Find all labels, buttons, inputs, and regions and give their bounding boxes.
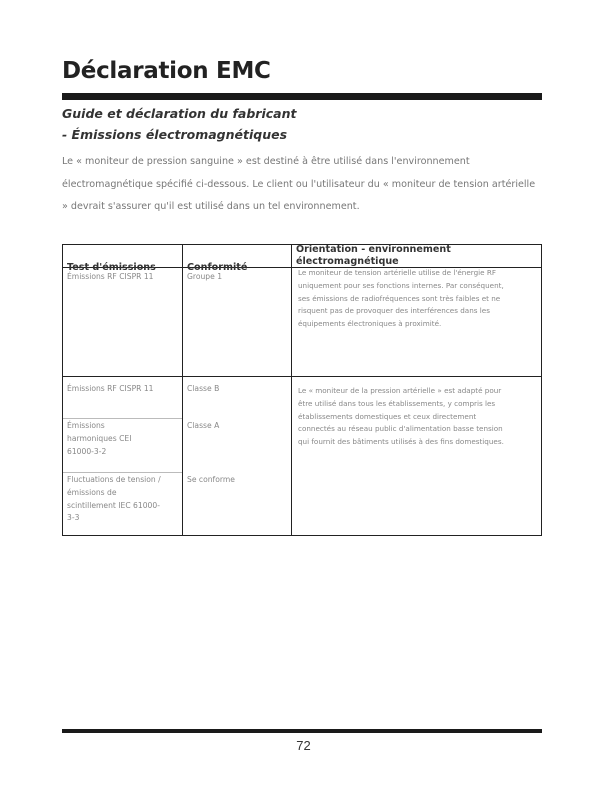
- table-cell-conformity: Classe A: [187, 421, 220, 430]
- table-cell-test: Émissions harmoniques CEI 61000-3-2: [67, 421, 132, 456]
- footer-rule: [62, 729, 542, 733]
- table-cell-test: Émissions RF CISPR 11: [67, 384, 154, 393]
- page-number: 72: [296, 738, 311, 753]
- page-title: Déclaration EMC: [62, 58, 271, 84]
- emissions-table: [62, 244, 542, 536]
- table-column-divider: [182, 245, 183, 535]
- table-row-divider: [63, 472, 182, 473]
- table-row-divider: [63, 376, 541, 377]
- table-header-orientation: Orientation - environnement électromagnétique: [296, 244, 451, 267]
- table-cell-orientation: Le moniteur de tension artérielle utilise de l'énergie RF uniquement pour ses fonctions internes. Par conséquent, ses émissions de radiofréquences sont très faibles et ne risquent pas de provoquer des interférences dans les équipements électroniques à proximité.: [298, 268, 504, 329]
- intro-paragraph: Le « moniteur de pression sanguine » est destiné à être utilisé dans l'environnement électromagnétique spécifié ci-dessous. Le client ou l'utilisateur du « moniteur de tension artérielle » devrait s'assurer qu'il est utilisé dans un tel environnement.: [62, 156, 536, 212]
- table-column-divider: [291, 245, 292, 535]
- section-heading: Guide et déclaration du fabricant: [62, 106, 297, 121]
- table-cell-test: Émissions RF CISPR 11: [67, 272, 154, 281]
- title-rule: [62, 93, 542, 100]
- table-row-divider: [63, 418, 182, 419]
- table-cell-test: Fluctuations de tension / émissions de scintillement IEC 61000-3-3: [67, 475, 161, 523]
- table-header-test: Test d'émissions: [67, 262, 156, 273]
- table-header-conformity: Conformité: [187, 262, 248, 273]
- table-cell-conformity: Se conforme: [187, 475, 235, 484]
- table-cell-orientation: Le « moniteur de la pression artérielle » est adapté pour être utilisé dans tous les établissements, y compris les établissements domestiques et ceux directement connectés au réseau public d'alimentation basse tension qui fournit des bâtiments utilisés à des fins domestiques.: [298, 386, 504, 447]
- section-subheading: - Émissions électromagnétiques: [62, 127, 288, 142]
- table-cell-conformity: Groupe 1: [187, 272, 223, 281]
- table-cell-conformity: Classe B: [187, 384, 220, 393]
